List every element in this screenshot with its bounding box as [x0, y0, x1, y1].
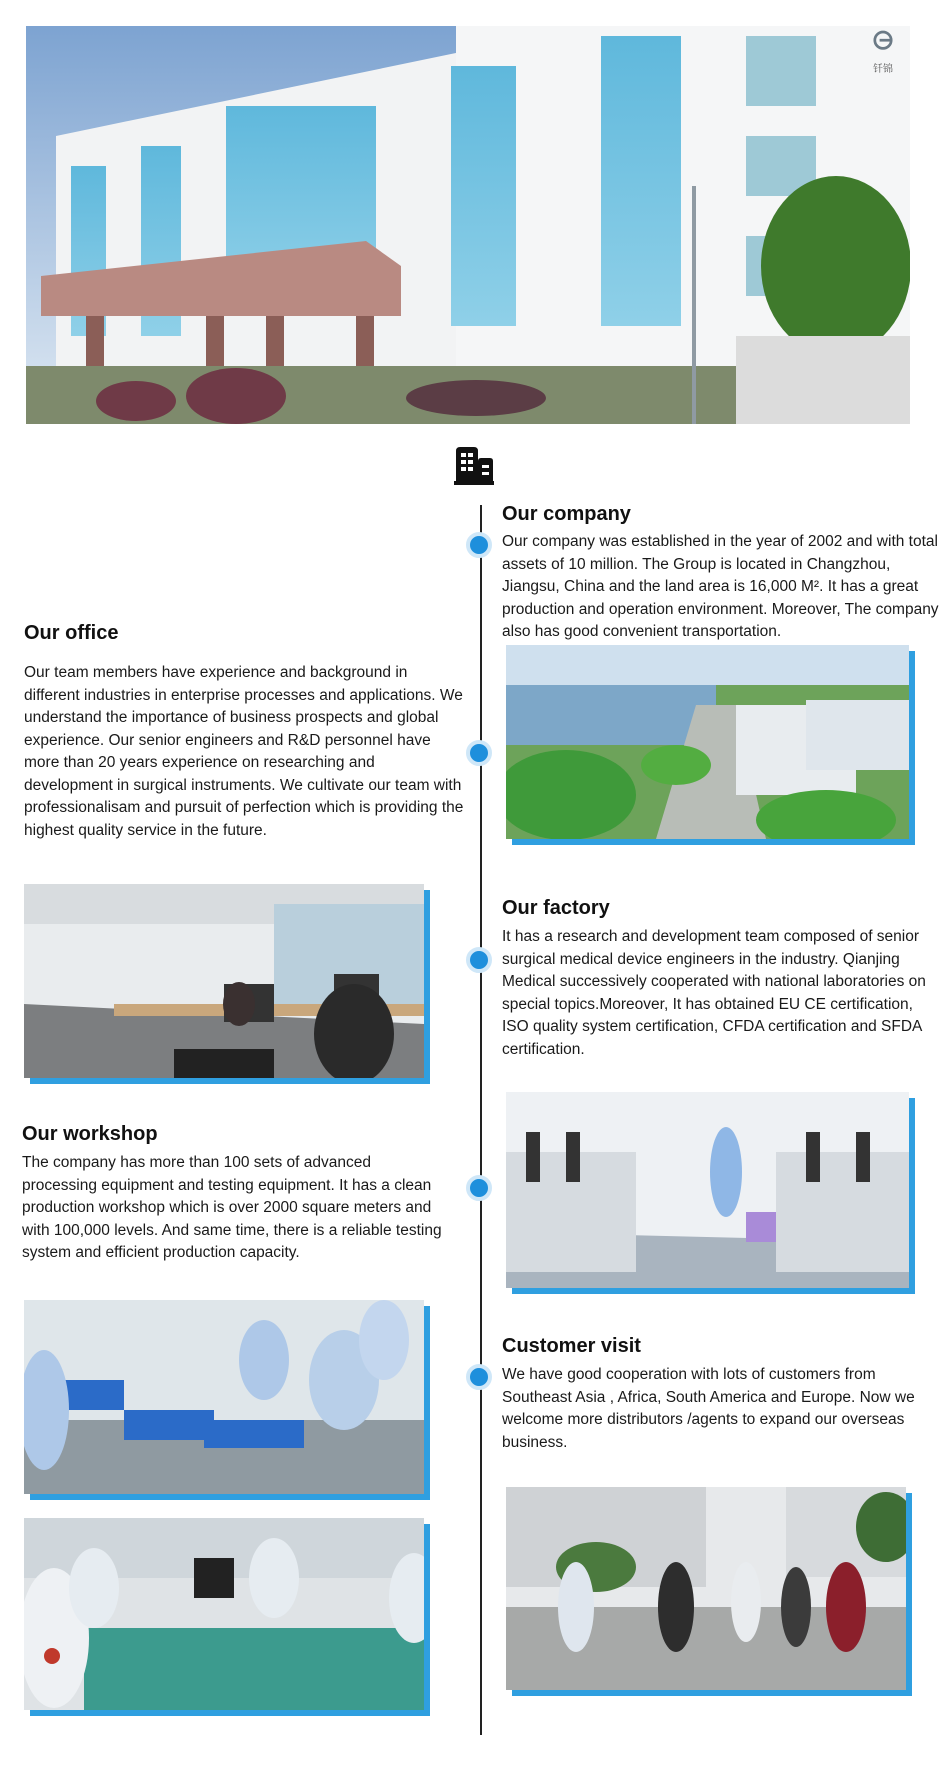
office-photo — [24, 884, 424, 1078]
timeline-dot — [466, 1364, 492, 1390]
company-text: Our company was established in the year of 2002 and with total assets of 10 million. The Group is located in Changzhou, Jiangsu, China and the land area is 16,000 M². It has a great production and operation environment. Moreover, The company also has good convenient transportation. — [502, 533, 939, 640]
workshop-photo-2 — [24, 1518, 424, 1710]
timeline-dot — [466, 740, 492, 766]
hero-building-photo — [26, 26, 910, 424]
visit-photo — [506, 1487, 906, 1690]
brand-logo — [866, 30, 900, 74]
company-title: Our company — [502, 503, 631, 525]
workshop-title: Our workshop — [22, 1123, 158, 1145]
workshop-text: The company has more than 100 sets of advanced processing equipment and testing equipment. It has a clean production workshop which is over 2000 square meters and with 100,000 levels. And same time, there is a reliable testing system and efficient production capacity. — [22, 1154, 442, 1261]
workshop-photo — [24, 1300, 424, 1494]
office-text: Our team members have experience and background in different industries in enterprise processes and applications. We understand the importance of business prospects and global experience. Our senior engineers and R&D personnel have more than 20 years experience on researching and development in surgical instruments. We cultivate our team with professionalisam and pursuit of perfection which is providing the highest quality service in the future. — [24, 664, 464, 839]
timeline-dot — [466, 1175, 492, 1201]
building-icon — [452, 445, 496, 485]
visit-title: Customer visit — [502, 1335, 641, 1357]
brand-logo-text: 钎锦 — [873, 64, 893, 75]
timeline-line — [480, 505, 482, 1735]
factory-photo — [506, 1092, 909, 1288]
office-title: Our office — [24, 622, 119, 644]
factory-title: Our factory — [502, 897, 610, 919]
visit-text: We have good cooperation with lots of customers from Southeast Asia , Africa, South America and Europe. Now we welcome more distributors /agents to expand our overseas business. — [502, 1366, 915, 1451]
factory-text: It has a research and development team composed of senior surgical medical device engineers in the industry. Qianjing Medical successively cooperated with national laboratories on special topics.Moreover, It has obtained EU CE certification, ISO quality system certification, CFDA certification and SFDA certification. — [502, 928, 926, 1058]
timeline-dot — [466, 947, 492, 973]
timeline-dot — [466, 532, 492, 558]
company-aerial-photo — [506, 645, 909, 839]
